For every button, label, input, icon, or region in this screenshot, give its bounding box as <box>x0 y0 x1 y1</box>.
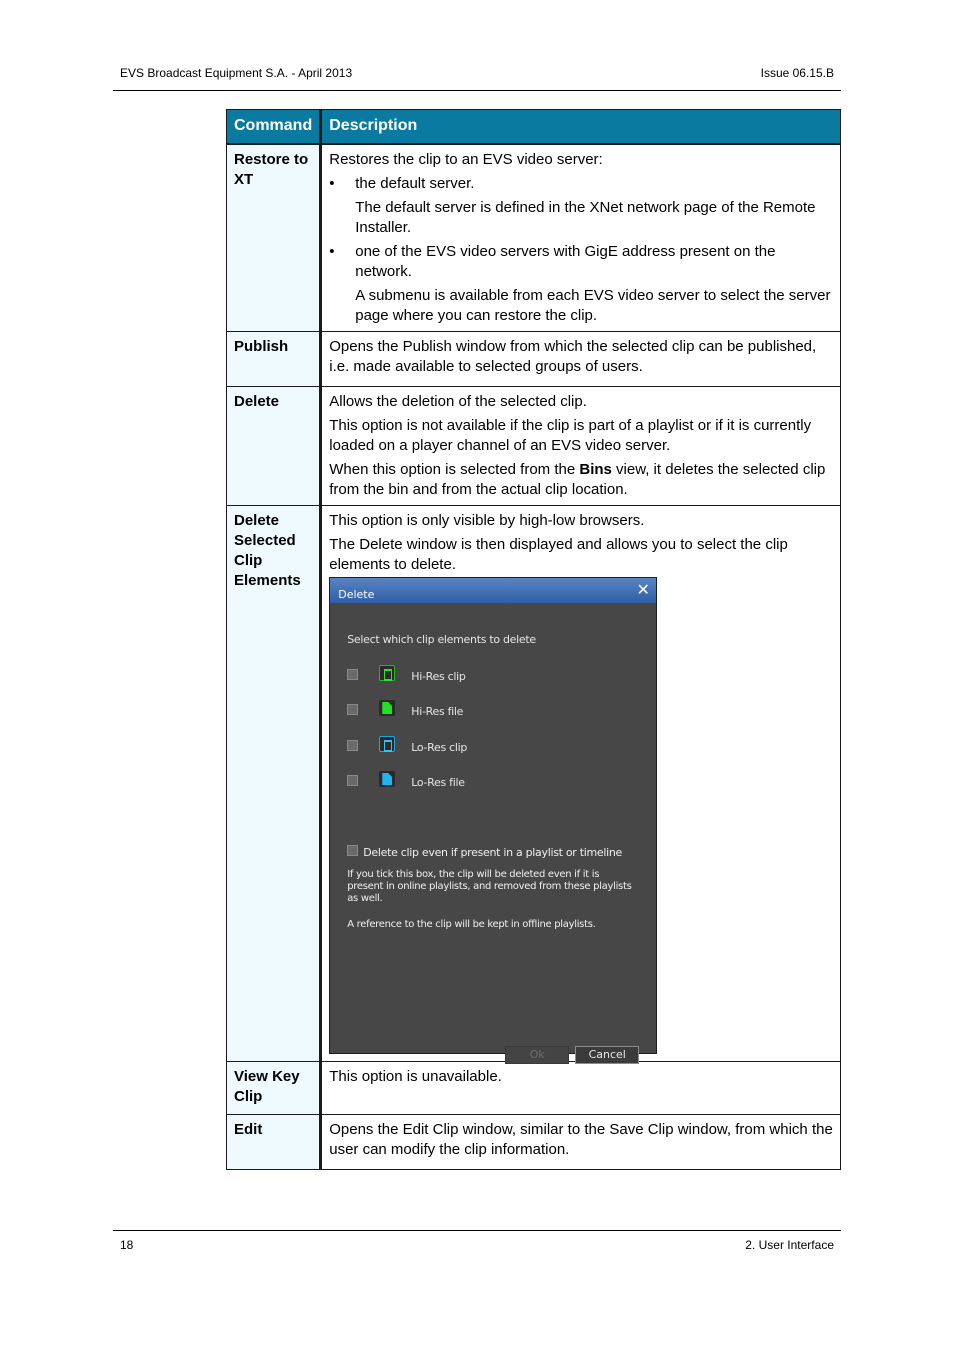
option-label: Lo-Res clip <box>411 741 468 754</box>
header-right: Issue 06.15.B <box>760 66 834 80</box>
command-table <box>226 109 841 1170</box>
bullet-item: • one of the EVS video servers with GigE address present on the network. <box>329 243 776 280</box>
paragraph <box>329 460 833 500</box>
paragraph: This option is only visible by high-low browsers. <box>329 512 645 529</box>
command-cell: Restore to XT <box>227 144 321 332</box>
table-row-delete-selected <box>227 506 841 1062</box>
checkbox[interactable] <box>347 775 358 786</box>
footer-section: 2. User Interface <box>745 1238 834 1252</box>
dialog-title-bar <box>330 578 656 603</box>
checkbox[interactable] <box>347 740 358 751</box>
dialog-body <box>330 603 656 1061</box>
checkbox[interactable] <box>347 704 358 715</box>
dialog-note: If you tick this box, the clip will be deleted even if it is present in online playlists, and removed from these playlists as well. <box>347 869 632 904</box>
dialog-prompt: Select which clip elements to delete <box>347 633 536 646</box>
lo-res-clip-icon <box>379 736 395 752</box>
bullet-text: the default server. <box>355 175 475 192</box>
table-header-row <box>227 110 841 145</box>
hi-res-clip-icon <box>379 665 395 681</box>
lo-res-file-icon <box>379 771 395 787</box>
paragraph: Allows the deletion of the selected clip. <box>329 393 587 410</box>
command-cell: View Key Clip <box>227 1062 321 1115</box>
table-row-publish <box>227 332 841 387</box>
footer-rule <box>113 1230 841 1231</box>
dialog-title: Delete <box>338 588 375 601</box>
description-cell <box>321 1062 841 1115</box>
text-run: view, it deletes the selected clip from the bin and from the actual clip location. <box>329 461 826 498</box>
paragraph: Opens the Publish window from which the selected clip can be published, i.e. made available to selected groups of users. <box>329 338 817 375</box>
bullet-item: • the default server. <box>329 175 475 192</box>
table-row-view-key-clip <box>227 1062 841 1115</box>
option-label: Lo-Res file <box>411 776 465 789</box>
delete-dialog-screenshot <box>329 577 657 1061</box>
command-cell: Publish <box>227 332 321 387</box>
table-row-restore <box>227 144 841 332</box>
description-cell <box>321 144 841 332</box>
paragraph: Opens the Edit Clip window, similar to the Save Clip window, from which the user can modify the clip information. <box>329 1121 833 1158</box>
text-run: When this option is selected from the <box>329 461 580 478</box>
paragraph: The Delete window is then displayed and allows you to select the clip elements to delete. <box>329 536 788 573</box>
column-header-description: Description <box>321 110 841 145</box>
description-cell <box>321 1115 841 1170</box>
command-cell: Delete Selected Clip Elements <box>227 506 321 1062</box>
bullet-note: The default server is defined in the XNet network page of the Remote Installer. <box>355 199 816 236</box>
description-cell <box>321 506 841 1062</box>
force-delete-label: Delete clip even if present in a playlist or timeline <box>363 846 623 859</box>
table-row-delete <box>227 387 841 506</box>
option-label: Hi-Res clip <box>411 670 466 683</box>
description-cell <box>321 332 841 387</box>
table-row-edit <box>227 1115 841 1170</box>
ok-button[interactable]: Ok <box>505 1046 569 1064</box>
paragraph: Restores the clip to an EVS video server: <box>329 151 603 168</box>
hi-res-file-icon <box>379 700 395 716</box>
bullet-text: one of the EVS video servers with GigE address present on the network. <box>355 243 776 280</box>
dialog-note: A reference to the clip will be kept in offline playlists. <box>347 919 596 930</box>
checkbox[interactable] <box>347 669 358 680</box>
page-number: 18 <box>120 1238 134 1252</box>
paragraph: This option is unavailable. <box>329 1068 502 1085</box>
header-rule <box>113 90 841 91</box>
close-icon[interactable]: ✕ <box>636 580 650 599</box>
command-cell: Edit <box>227 1115 321 1170</box>
paragraph: This option is not available if the clip is part of a playlist or if it is currently loaded on a player channel of an EVS video server. <box>329 417 812 454</box>
description-cell <box>321 387 841 506</box>
header-left: EVS Broadcast Equipment S.A. - April 2013 <box>120 66 353 80</box>
bold-term: Bins <box>579 461 612 478</box>
column-header-command: Command <box>227 110 321 145</box>
cancel-button[interactable]: Cancel <box>575 1046 639 1064</box>
force-delete-checkbox[interactable] <box>347 845 358 856</box>
command-cell: Delete <box>227 387 321 506</box>
bullet-note: A submenu is available from each EVS video server to select the server page where you can restore the clip. <box>355 287 831 324</box>
option-label: Hi-Res file <box>411 705 464 718</box>
